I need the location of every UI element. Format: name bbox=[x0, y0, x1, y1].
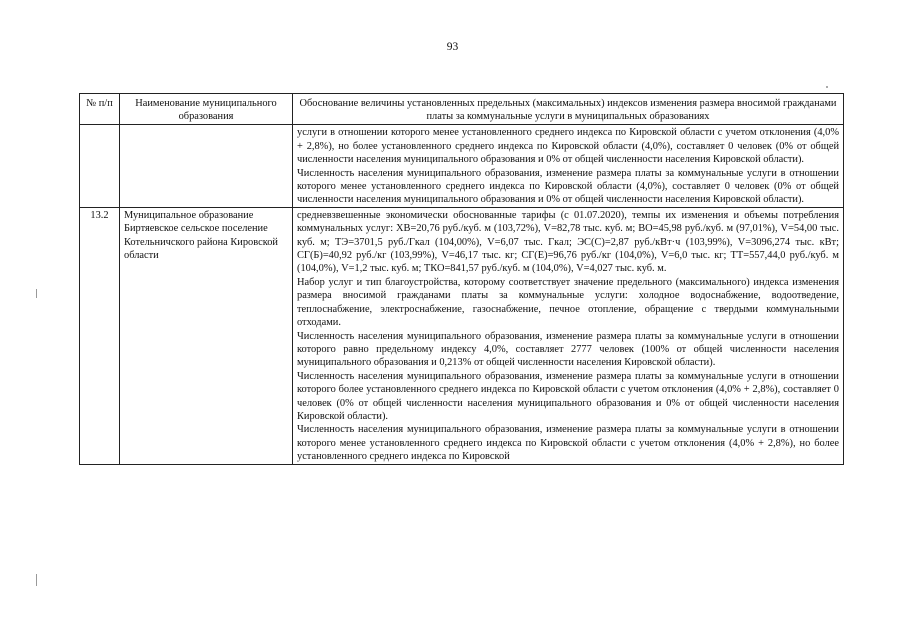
continued-name-cell bbox=[120, 125, 293, 207]
scan-mark bbox=[36, 289, 37, 298]
continued-rationale-cell bbox=[293, 125, 844, 207]
paragraph: Численность населения муниципального образования, изменение размера платы за коммунальные услуги в отношении которого менее установленного среднего индекса по Кировской области (4,0%), составляет 0 человек (0% от общей численности населения муниципального образования и 0% от общей численности населения Кировской области). bbox=[297, 167, 839, 206]
table-row-13-2 bbox=[80, 207, 844, 464]
paragraph-population-between: Численность населения муниципального образования, изменение размера платы за коммунальные услуги в отношении которого менее установленного среднего индекса по Кировской области с учетом отклонения (4,0% + 2,8%), но более установленного среднего индекса по Кировской bbox=[297, 424, 839, 463]
continued-number-cell bbox=[80, 125, 120, 207]
scan-mark bbox=[826, 86, 828, 88]
municipal-index-table bbox=[79, 93, 844, 465]
paragraph-population-equal: Численность населения муниципального образования, изменение размера платы за коммунальные услуги в отношении которого равно предельному индексу 4,0%, составляет 2777 человек (100% от общей численности населения муниципального образования и 0,213% от общей численности населения Кировской области). bbox=[297, 330, 839, 369]
header-rationale: Обоснование величины установленных предельных (максимальных) индексов изменения размера вносимой гражданами платы за коммунальные услуги в муниципальных образованиях bbox=[293, 94, 844, 125]
paragraph-population-above: Численность населения муниципального образования, изменение размера платы за коммунальные услуги в отношении которого более установленного среднего индекса по Кировской области с учетом отклонения (4,0% + 2,8%), составляет 0 человек (0% от общей численности населения муниципального образования и 0% от общей численности населения Кировской области). bbox=[297, 370, 839, 422]
paragraph-tariffs: средневзвешенные экономически обоснованные тарифы (с 01.07.2020), темпы их изменения и объемы потребления коммунальных услуг: ХВ=20,76 руб./куб. м (103,72%), V=82,78 тыс. куб. м; ВО=45,98 руб./куб. м (97,01%), V=54,00 тыс. куб. м; ТЭ=3701,5 руб./Гкал (104,00%), V=6,07 тыс. Гкал; ЭС(С)=2,87 руб./кВт·ч (103,99%), V=3096,274 тыс. кВт; СГ(Б)=40,92 руб./кг (103,99%), V=46,17 тыс. кг; СГ(Е)=96,76 руб./кг (104,0%), V=6,0 тыс. кг; ТТ=557,44,0 руб./куб. м (104,0%), V=1,2 тыс. куб. м; ТКО=841,57 руб./куб. м (104,0%), V=4,027 тыс. куб. м. bbox=[297, 209, 839, 275]
header-municipality-name: Наименование муниципального образования bbox=[120, 94, 293, 125]
paragraph: услуги в отношении которого менее установленного среднего индекса по Кировской области с учетом отклонения (4,0% + 2,8%), но более установленного среднего индекса по Кировской области (4,0%), составляет 0 человек (0% от общей численности населения муниципального образования и 0% от общей численности населения Кировской области). bbox=[297, 127, 839, 166]
table-header-row bbox=[80, 94, 844, 125]
table-row-continued bbox=[80, 125, 844, 207]
header-number: № п/п bbox=[80, 94, 120, 125]
row-number: 13.2 bbox=[80, 207, 120, 464]
rationale-cell bbox=[293, 207, 844, 464]
municipality-name: Муниципальное образование Биртяевское сельское поселение Котельничского района Кировской области bbox=[120, 207, 293, 464]
scan-mark bbox=[36, 574, 37, 586]
page-number: 93 bbox=[446, 41, 459, 53]
paragraph-services-set: Набор услуг и тип благоустройства, которому соответствует значение предельного (максимального) индекса изменения размера вносимой гражданами платы за коммунальные услуги: холодное водоснабжение, водоотведение, теплоснабжение, электроснабжение, газоснабжение, печное отопление, обращение с твердыми коммунальными отходами. bbox=[297, 276, 839, 329]
